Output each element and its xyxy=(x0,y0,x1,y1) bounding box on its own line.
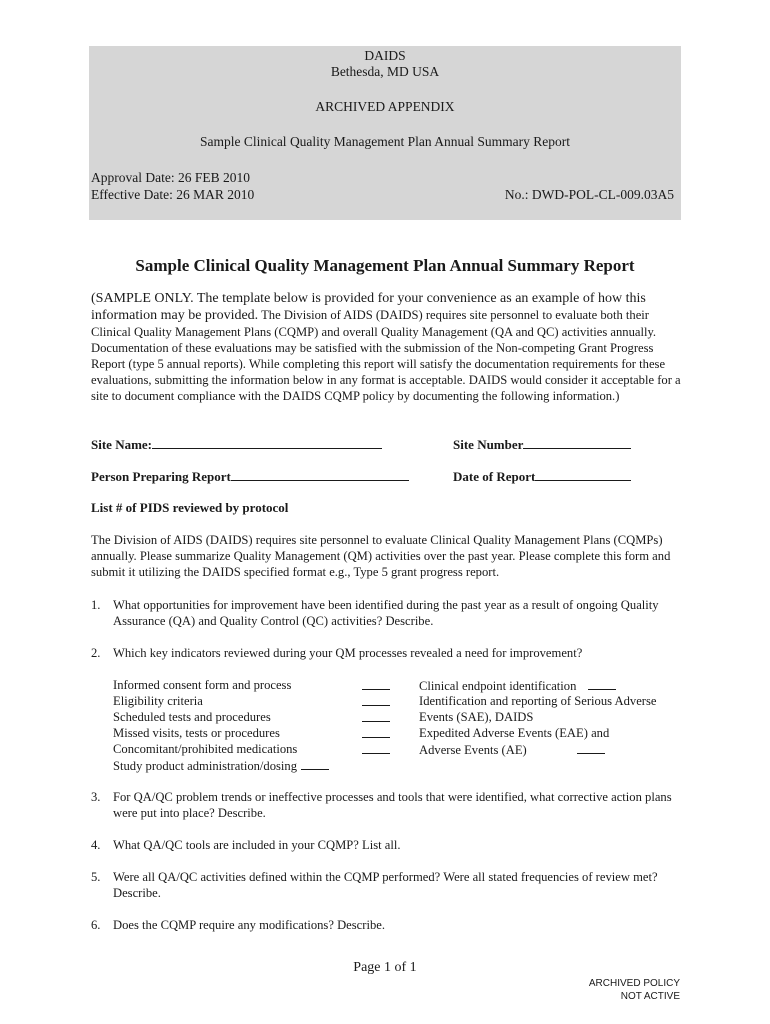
page-title: Sample Clinical Quality Management Plan Annual Summary Report xyxy=(135,256,635,275)
site-name-blank[interactable] xyxy=(152,436,382,449)
site-number-blank[interactable] xyxy=(523,436,631,449)
approval-date: Approval Date: 26 FEB 2010 xyxy=(91,170,250,185)
indicator-label: Events (SAE), DAIDS xyxy=(419,710,534,724)
indicator-item xyxy=(419,741,605,758)
page-number: Page 1 of 1 xyxy=(353,960,417,975)
intro-lead: (SAMPLE ONLY. The template below is provided for your convenience as an example of how this information may be provided. xyxy=(91,291,646,323)
question-text: What opportunities for improvement have been identified during the past year as a result of ongoing Quality Assurance (QA) and Quality Control (QC) activities? Describe. xyxy=(113,598,659,628)
indicator-item xyxy=(419,725,609,741)
archived-stamp xyxy=(589,977,680,1003)
question-text: Does the CQMP require any modifications? Describe. xyxy=(113,918,385,932)
indicator-blank[interactable] xyxy=(301,757,329,770)
indicator-label: Adverse Events (AE) xyxy=(419,743,527,757)
indicator-blank-group xyxy=(358,741,390,758)
question-text: What QA/QC tools are included in your CQMP? List all. xyxy=(113,838,401,852)
question-number: 4. xyxy=(91,838,101,852)
question-text: Which key indicators reviewed during your QM processes revealed a need for improvement? xyxy=(113,646,583,660)
indicator-blank-group xyxy=(358,693,390,710)
site-number-field[interactable] xyxy=(453,436,631,453)
body-paragraph: The Division of AIDS (DAIDS) requires site personnel to evaluate Clinical Quality Management Plans (CQMPs) annually. Please summarize Quality Management (QM) activities over the past year. Please complete this form and submit it utilizing the DAIDS specified format e.g., Type 5 grant progress report. xyxy=(91,533,671,579)
indicator-item xyxy=(419,677,616,694)
indicator-blank[interactable] xyxy=(362,677,390,690)
indicator-label: Clinical endpoint identification xyxy=(419,679,577,693)
stamp-line-1: ARCHIVED POLICY xyxy=(588,978,680,989)
indicator-label: Eligibility criteria xyxy=(113,694,203,708)
indicator-item xyxy=(419,709,533,725)
header-archived: ARCHIVED APPENDIX xyxy=(315,99,455,114)
site-number-label: Site Number xyxy=(453,437,524,452)
header-org: DAIDS xyxy=(364,48,406,63)
document-number: No.: DWD-POL-CL-009.03A5 xyxy=(504,187,674,202)
pids-list-label: List # of PIDS reviewed by protocol xyxy=(91,500,289,515)
date-of-report-label: Date of Report xyxy=(453,469,536,484)
site-name-label: Site Name: xyxy=(91,437,153,452)
indicator-blank[interactable] xyxy=(362,709,390,722)
indicator-item xyxy=(113,757,329,774)
question-number: 1. xyxy=(91,598,101,612)
indicator-blank[interactable] xyxy=(577,741,605,754)
indicator-blank[interactable] xyxy=(588,677,616,690)
indicator-label: Study product administration/dosing xyxy=(113,759,297,773)
indicator-item xyxy=(113,693,203,709)
indicator-item xyxy=(113,725,280,741)
indicator-label: Identification and reporting of Serious Adverse xyxy=(419,694,657,708)
intro-rest: The Division of AIDS (DAIDS) requires site personnel to evaluate both their Clinical Quality Management Plans (CQMP) and overall Quality Management (QA and QC) activities annually. Documentation of these evaluations may be satisfied with the submission of the Non-competing Grant Progress Report (type 5 annual reports). While completing this report will satisfy the documentation requirements for these evaluations, submitting the information below in any format is acceptable. DAIDS would consider it acceptable for a site to document compliance with the DAIDS CQMP policy by documenting the following information.) xyxy=(91,308,681,403)
question-text: Were all QA/QC activities defined within the CQMP performed? Were all stated frequencies of review met? Describe. xyxy=(113,870,658,900)
site-name-field[interactable] xyxy=(91,436,382,453)
header-subtitle: Sample Clinical Quality Management Plan Annual Summary Report xyxy=(199,134,571,149)
indicator-blank-group xyxy=(358,725,390,742)
intro-paragraph xyxy=(91,290,681,404)
indicator-label: Informed consent form and process xyxy=(113,678,292,692)
question-number: 6. xyxy=(91,918,101,932)
question-number: 3. xyxy=(91,790,101,804)
indicator-blank[interactable] xyxy=(362,693,390,706)
question-number: 5. xyxy=(91,870,101,884)
stamp-line-2: NOT ACTIVE xyxy=(620,991,680,1002)
question-number: 2. xyxy=(91,646,101,660)
indicator-blank[interactable] xyxy=(362,725,390,738)
indicator-blank[interactable] xyxy=(362,741,390,754)
indicator-label: Expedited Adverse Events (EAE) and xyxy=(419,726,610,740)
indicator-item xyxy=(419,693,656,709)
indicator-blank-group xyxy=(358,677,390,694)
indicator-item xyxy=(113,709,271,725)
person-preparing-field[interactable] xyxy=(91,468,409,485)
person-preparing-blank[interactable] xyxy=(231,468,409,481)
date-of-report-field[interactable] xyxy=(453,468,631,485)
indicator-item xyxy=(113,741,297,757)
person-preparing-label: Person Preparing Report xyxy=(91,469,231,484)
date-of-report-blank[interactable] xyxy=(535,468,631,481)
indicator-label: Concomitant/prohibited medications xyxy=(113,742,298,756)
document-header xyxy=(89,46,681,220)
effective-date: Effective Date: 26 MAR 2010 xyxy=(91,187,255,202)
question-text: For QA/QC problem trends or ineffective processes and tools that were identified, what corrective action plans were put into place? Describe. xyxy=(113,790,672,820)
indicator-label: Scheduled tests and procedures xyxy=(113,710,271,724)
indicator-blank-group xyxy=(358,709,390,726)
indicator-label: Missed visits, tests or procedures xyxy=(113,726,280,740)
header-location: Bethesda, MD USA xyxy=(330,64,440,79)
indicator-item xyxy=(113,677,291,693)
